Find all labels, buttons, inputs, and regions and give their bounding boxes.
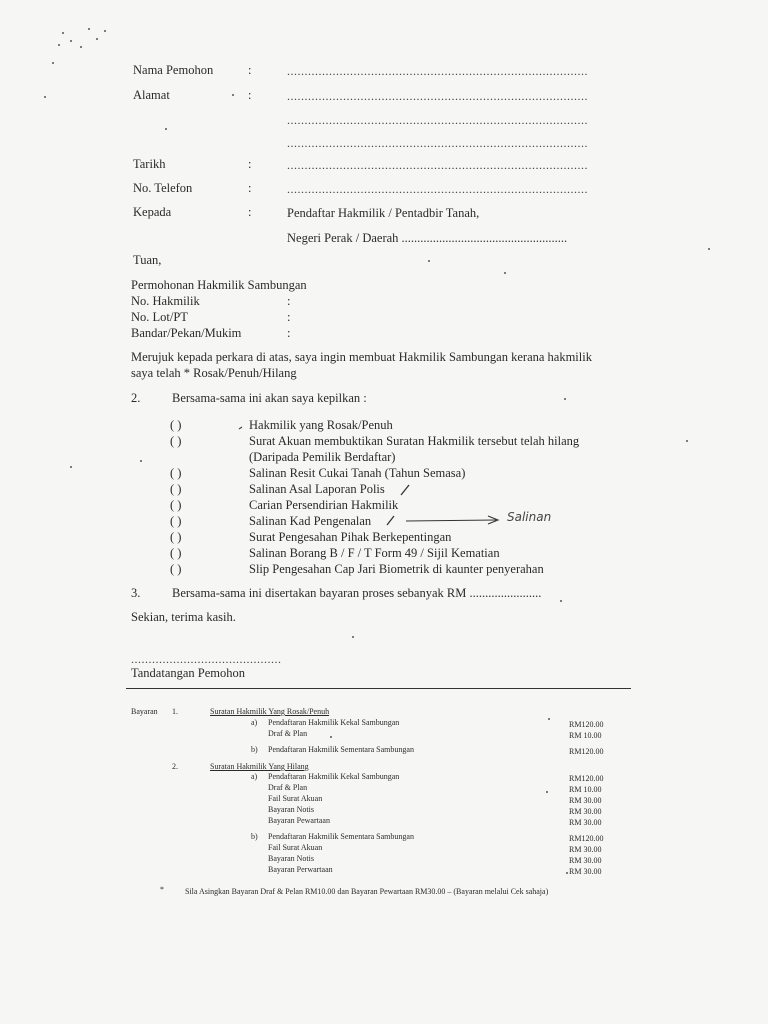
field-blank: ...................................................................................... (287, 64, 588, 78)
checklist-label: Salinan Kad Pengenalan (249, 514, 372, 528)
fee-label: Bayaran (131, 707, 158, 716)
field-colon: : (248, 63, 252, 77)
checkbox[interactable]: ( ) (170, 466, 182, 480)
field-label: No. Telefon (133, 181, 193, 195)
paragraph-1-line-1: Merujuk kepada perkara di atas, saya ingin membuat Hakmilik Sambungan kerana hakmilik (131, 350, 592, 364)
checkbox[interactable]: ( ) (170, 418, 182, 432)
fee-amount: RM 30.00 (569, 807, 602, 816)
divider (126, 688, 631, 689)
footnote: Sila Asingkan Bayaran Draf & Pelan RM10.00 dan Bayaran Pewartaan RM30.00 – (Bayaran melalui Cek sahaja) (185, 887, 549, 896)
fee-item: Draf & Plan (268, 783, 308, 792)
field-colon: : (248, 181, 252, 195)
subject-label: No. Hakmilik (131, 294, 200, 308)
fee-amount: RM 30.00 (569, 856, 602, 865)
fee-item: Pendaftaran Hakmilik Sementara Sambungan (268, 832, 414, 841)
fee-sub: b) (251, 832, 258, 841)
fee-amount: RM 10.00 (569, 785, 602, 794)
fee-sub: b) (251, 745, 258, 754)
arrow-icon (384, 512, 506, 528)
item-3-number: 3. (131, 586, 141, 600)
checklist-label: Surat Pengesahan Pihak Berkepentingan (249, 530, 452, 544)
item-2-text: Bersama-sama ini akan saya kepilkan : (172, 391, 367, 405)
checklist-label: Slip Pengesahan Cap Jari Biometrik di kaunter penyerahan (249, 562, 544, 576)
signature-label: Tandatangan Pemohon (131, 666, 246, 680)
checkbox[interactable]: ( ) (170, 434, 182, 448)
checkbox[interactable]: ( ) (170, 562, 182, 576)
salutation: Tuan, (133, 253, 162, 267)
closing: Sekian, terima kasih. (131, 610, 236, 624)
checklist-label: Salinan Resit Cukai Tanah (Tahun Semasa) (249, 466, 466, 480)
fee-amount: RM 30.00 (569, 796, 602, 805)
fee-item: Draf & Plan (268, 729, 308, 738)
field-blank: ...................................................................................... (287, 89, 588, 103)
fee-amount: RM120.00 (569, 720, 604, 729)
checklist-label: Carian Persendirian Hakmilik (249, 498, 399, 512)
fee-group-number: 2. (172, 762, 178, 771)
fee-item: Bayaran Pewartaan (268, 816, 330, 825)
field-label: Alamat (133, 88, 170, 102)
fee-item: Bayaran Perwartaan (268, 865, 333, 874)
field-blank: ...................................................................................... (287, 136, 588, 150)
fee-item: Fail Surat Akuan (268, 794, 323, 803)
handwritten-note: Salinan (507, 510, 552, 524)
signature-line: ........................................... (131, 652, 282, 666)
field-blank: ...................................................................................... (287, 113, 588, 127)
fee-group-number: 1. (172, 707, 178, 716)
field-label: Kepada (133, 205, 172, 219)
item-2-number: 2. (131, 391, 141, 405)
item-3-text: Bersama-sama ini disertakan bayaran proses sebanyak RM ....................... (172, 586, 542, 600)
hand-mark-icon (236, 420, 250, 434)
paragraph-1-line-2: saya telah * Rosak/Penuh/Hilang (131, 366, 297, 380)
fee-item: Pendaftaran Hakmilik Sementara Sambungan (268, 745, 414, 754)
checkbox[interactable]: ( ) (170, 530, 182, 544)
fee-item: Bayaran Notis (268, 805, 314, 814)
checklist-label: Salinan Borang B / F / T Form 49 / Sijil Kematian (249, 546, 500, 560)
fee-amount: RM 30.00 (569, 818, 602, 827)
subject-title: Permohonan Hakmilik Sambungan (131, 278, 307, 292)
checklist-label: Salinan Asal Laporan Polis (249, 482, 385, 496)
field-label: Tarikh (133, 157, 166, 171)
recipient-line-1: Pendaftar Hakmilik / Pentadbir Tanah, (287, 206, 480, 220)
fee-sub: a) (251, 772, 258, 781)
fee-amount: RM 10.00 (569, 731, 602, 740)
fee-item: Pendaftaran Hakmilik Kekal Sambungan (268, 772, 400, 781)
fee-amount: RM120.00 (569, 747, 604, 756)
field-blank: ...................................................................................... (287, 158, 588, 172)
checkbox[interactable]: ( ) (170, 482, 182, 496)
checklist-label-continued: (Daripada Pemilik Berdaftar) (249, 450, 396, 464)
field-label: Nama Pemohon (133, 63, 214, 77)
field-colon: : (248, 88, 252, 102)
checklist-label: Hakmilik yang Rosak/Penuh (249, 418, 393, 432)
recipient-line-2: Negeri Perak / Daerah ..................................................... (287, 231, 568, 245)
checklist-label: Surat Akuan membuktikan Suratan Hakmilik tersebut telah hilang (249, 434, 580, 448)
fee-group-title: Suratan Hakmilik Yang Rosak/Penuh (210, 707, 330, 716)
fee-item: Pendaftaran Hakmilik Kekal Sambungan (268, 718, 400, 727)
field-colon: : (248, 205, 252, 219)
fee-item: Fail Surat Akuan (268, 843, 323, 852)
footnote-mark: * (160, 885, 164, 894)
subject-label: Bandar/Pekan/Mukim (131, 326, 242, 340)
tick-mark-icon (398, 482, 414, 498)
checkbox[interactable]: ( ) (170, 514, 182, 528)
fee-amount: RM 30.00 (569, 845, 602, 854)
checkbox[interactable]: ( ) (170, 498, 182, 512)
subject-colon: : (287, 310, 291, 324)
fee-amount: RM 30.00 (569, 867, 602, 876)
subject-label: No. Lot/PT (131, 310, 188, 324)
subject-colon: : (287, 326, 291, 340)
fee-amount: RM120.00 (569, 834, 604, 843)
fee-item: Bayaran Notis (268, 854, 314, 863)
fee-amount: RM120.00 (569, 774, 604, 783)
fee-group-title: Suratan Hakmilik Yang Hilang (210, 762, 309, 771)
fee-sub: a) (251, 718, 258, 727)
checkbox[interactable]: ( ) (170, 546, 182, 560)
field-blank: ...................................................................................... (287, 182, 588, 196)
field-colon: : (248, 157, 252, 171)
subject-colon: : (287, 294, 291, 308)
